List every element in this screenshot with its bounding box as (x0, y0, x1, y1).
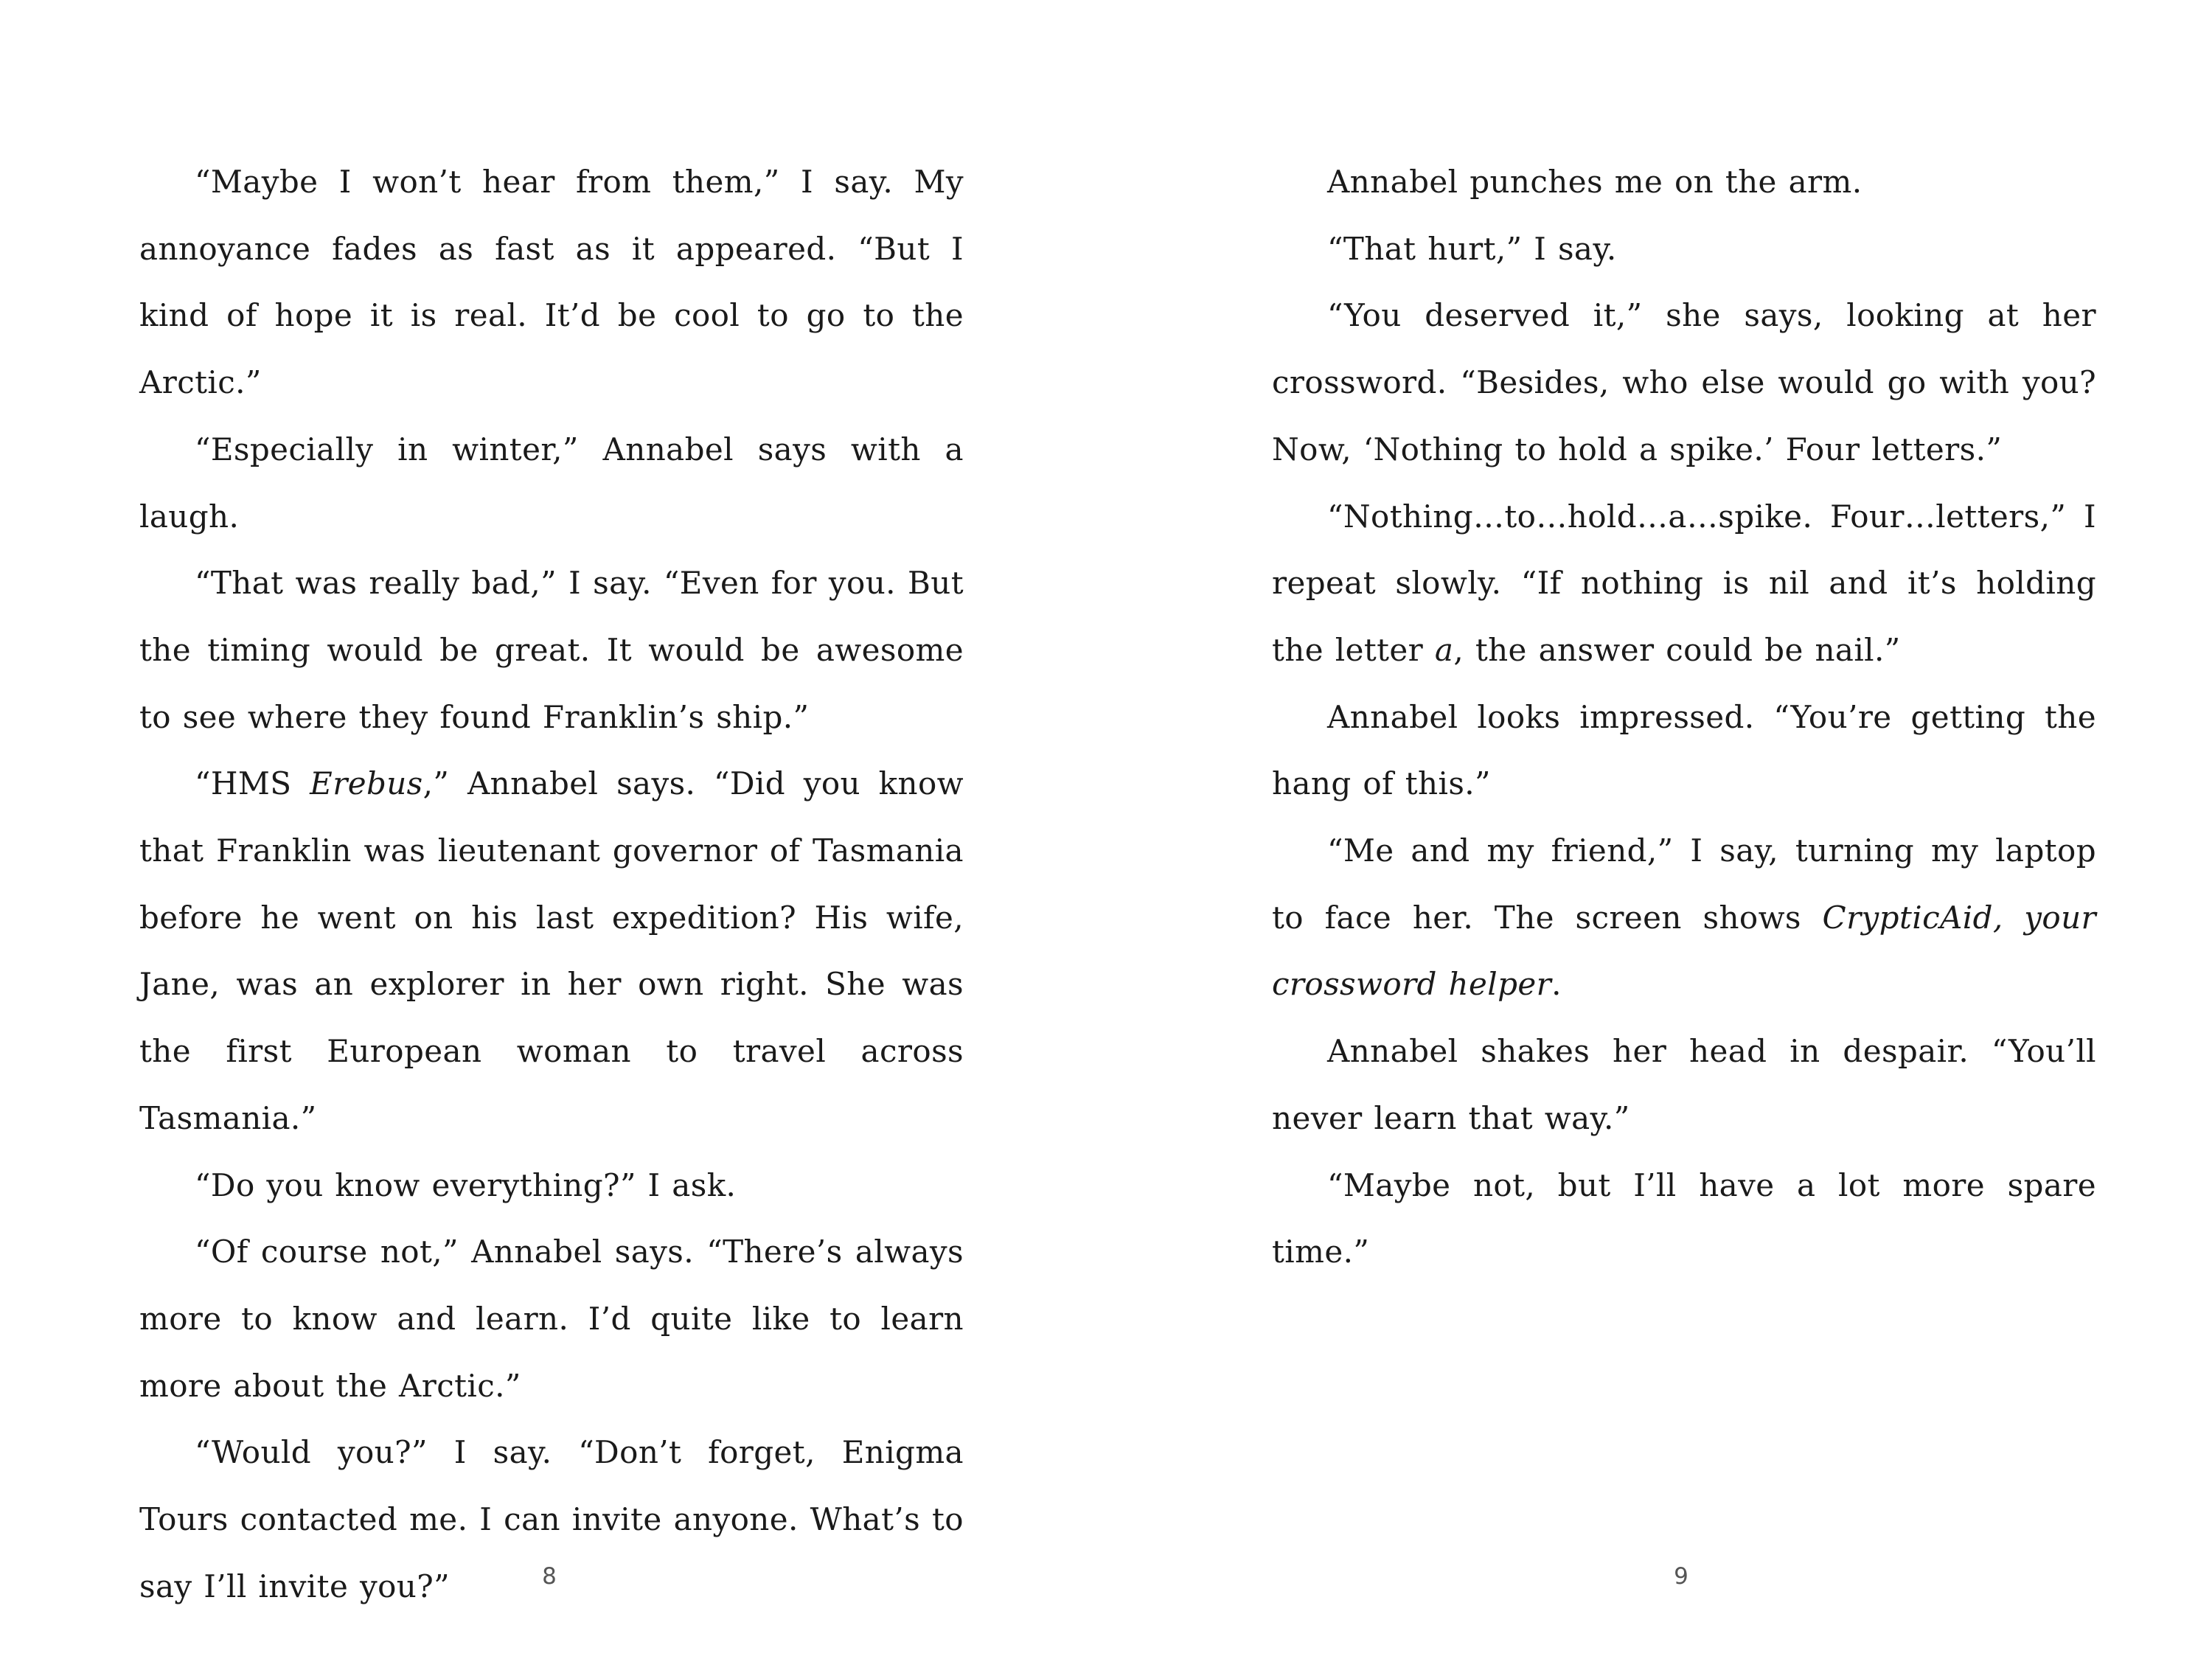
paragraph: “Nothing…to…hold…a…spike. Four…letters,” I repeat slowly. “If nothing is nil and it’s holding the letter a, the answer could be nail.” (1272, 498, 2096, 668)
paragraph: “That hurt,” I say. (1327, 230, 1617, 267)
paragraph: “Do you know everything?” I ask. (195, 1166, 737, 1203)
paragraph: Annabel shakes her head in despair. “You’ll never learn that way.” (1272, 1033, 2096, 1136)
paragraph: “Maybe I won’t hear from them,” I say. My annoyance fades as fast as it appeared. “But I kind of hope it is real. It’d be cool to go to the Arctic.” (139, 164, 964, 401)
paragraph: “Would you?” I say. “Don’t forget, Enigma Tours contacted me. I can invite anyone. What’s to say I’ll invite you?” (139, 1434, 964, 1604)
app-name-italic: CrypticAid, your crossword helper (1272, 899, 2096, 1003)
page-number: 8 (542, 1563, 557, 1590)
paragraph: “You deserved it,” she says, looking at her crossword. “Besides, who else would go with you? Now, ‘Nothing to hold a spike.’ Four letters.” (1272, 297, 2096, 467)
right-page (1106, 0, 2212, 1659)
left-page-text (139, 149, 964, 1620)
letter-italic: a (1434, 631, 1454, 668)
paragraph: “Especially in winter,” Annabel says with a laugh. (139, 431, 964, 535)
paragraph: Annabel punches me on the arm. (1327, 164, 1863, 200)
paragraph: “Of course not,” Annabel says. “There’s always more to know and learn. I’d quite like to learn more about the Arctic.” (139, 1234, 964, 1404)
paragraph: “Me and my friend,” I say, turning my laptop to face her. The screen shows CrypticAid, your crossword helper. (1272, 832, 2096, 1003)
page-number: 9 (1674, 1563, 1688, 1590)
right-page-text (1272, 149, 2096, 1286)
paragraph: Annabel looks impressed. “You’re getting the hang of this.” (1272, 698, 2096, 802)
ship-name-italic: Erebus (310, 765, 423, 802)
paragraph: “Maybe not, but I’ll have a lot more spare time.” (1272, 1166, 2096, 1270)
paragraph: “HMS Erebus,” Annabel says. “Did you know that Franklin was lieutenant governor of Tasmania before he went on his last expedition? His wife, Jane, was an explorer in her own right. She was the first European woman to travel across Tasmania.” (139, 765, 964, 1136)
paragraph: “That was really bad,” I say. “Even for you. But the timing would be great. It would be awesome to see where they found Franklin’s ship.” (139, 565, 964, 735)
